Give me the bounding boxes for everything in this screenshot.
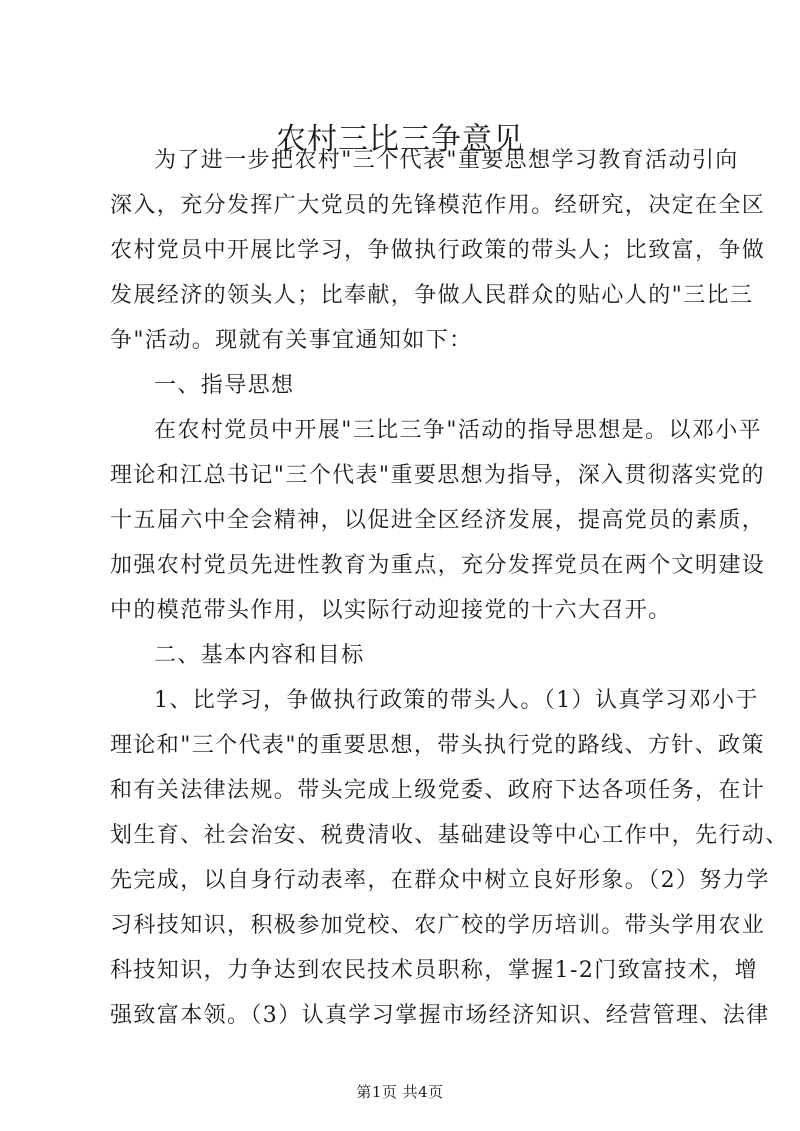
paragraph-line: 在农村党员中开展"三比三争"活动的指导思想是。以邓小平 [154, 418, 763, 443]
paragraph-line: 1、比学习，争做执行政策的带头人。（1）认真学习邓小于 [154, 688, 759, 713]
paragraph-line: 农村党员中开展比学习，争做执行政策的带头人；比致富，争做 [110, 238, 766, 263]
paragraph-line: 和有关法律法规。带头完成上级党委、政府下达各项任务，在计 [110, 778, 766, 803]
paragraph-line: 发展经济的领头人；比奉献，争做人民群众的贴心人的"三比三 [110, 283, 754, 308]
paragraph-line: 理论和江总书记"三个代表"重要思想为指导，深入贯彻落实党的 [110, 463, 765, 488]
paragraph-line: 习科技知识，积极参加党校、农广校的学历培训。带头学用农业 [110, 913, 766, 938]
paragraph-line: 加强农村党员先进性教育为重点，充分发挥党员在两个文明建设 [110, 553, 766, 578]
paragraph-line: 深入，充分发挥广大党员的先锋模范作用。经研究，决定在全区 [110, 193, 766, 218]
paragraph-line: 划生育、社会治安、税费清收、基础建设等中心工作中，先行动、 [110, 823, 789, 848]
paragraph-line: 科技知识，力争达到农民技术员职称，掌握1-2门致富技术，增 [110, 958, 759, 983]
paragraph-line: 争"活动。现就有关事宜通知如下： [110, 328, 473, 353]
section-heading: 一、指导思想 [154, 373, 295, 398]
section-heading: 二、基本内容和目标 [154, 643, 365, 668]
page-footer: 第1页 共4页 [356, 1083, 444, 1101]
paragraph-line: 理论和"三个代表"的重要思想，带头执行党的路线、方针、政策 [110, 733, 765, 758]
document-title: 农村三比三争意见 [276, 122, 524, 157]
paragraph-line: 为了进一步把农村"三个代表"重要思想学习教育活动引向 [154, 148, 739, 173]
paragraph-line: 十五届六中全会精神，以促进全区经济发展，提高党员的素质， [110, 508, 766, 533]
paragraph-line: 强致富本领。（3）认真学习掌握市场经济知识、经营管理、法律 [110, 1003, 770, 1028]
paragraph-line: 先完成，以自身行动表率，在群众中树立良好形象。（2）努力学 [110, 868, 770, 893]
paragraph-line: 中的模范带头作用，以实际行动迎接党的十六大召开。 [110, 598, 672, 623]
